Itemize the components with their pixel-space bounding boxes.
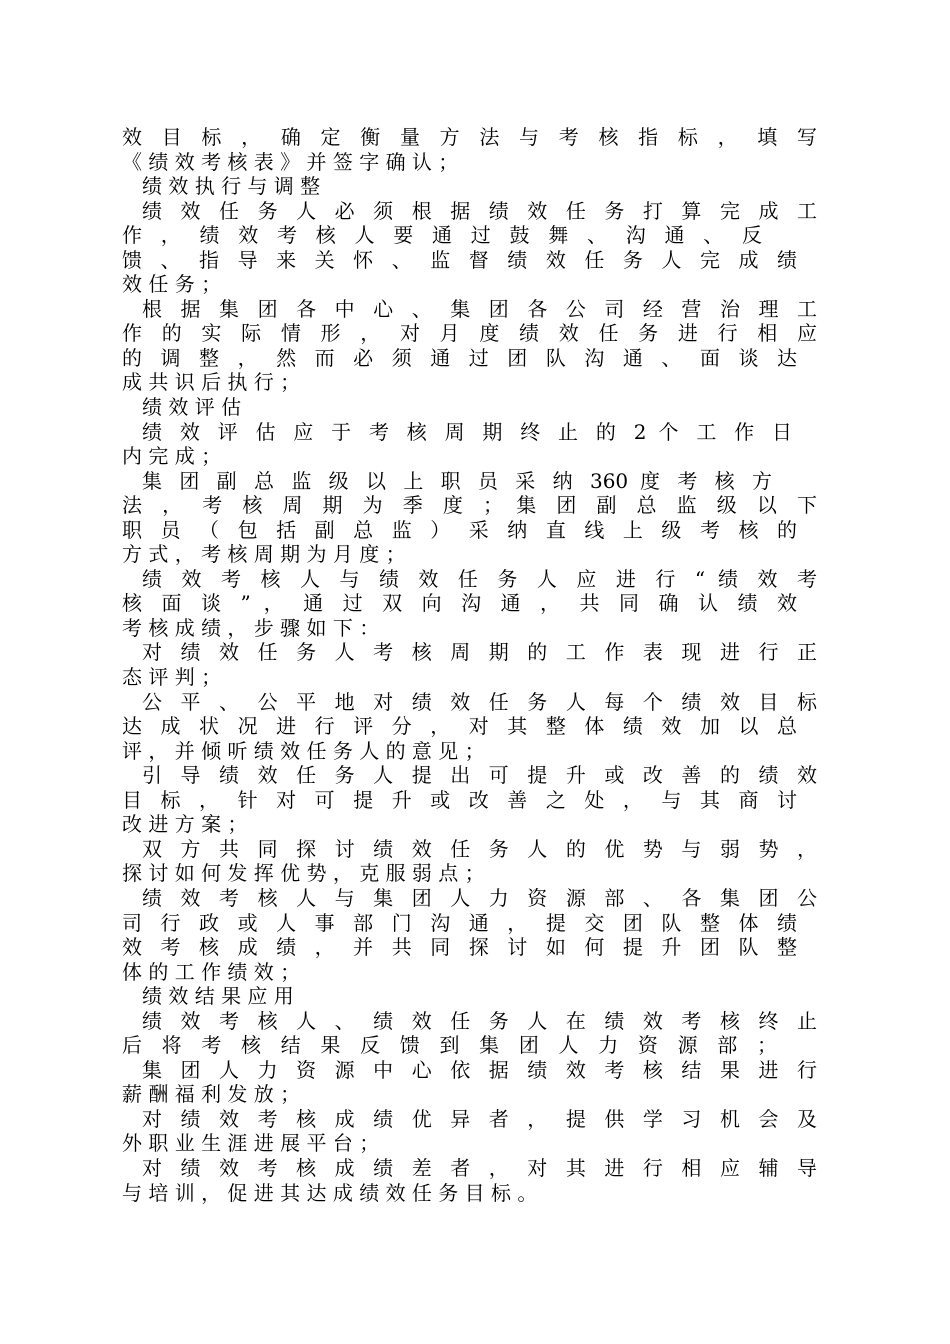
text-line: 集 团 副 总 监 级 以 上 职 员 采 纳 360 度 考 核 方 — [142, 468, 772, 493]
document-body — [122, 125, 817, 1205]
text-line: 方 式 ， 考 核 周 期 为 月 度 ； — [122, 542, 406, 567]
text-line: 效 目 标 ， 确 定 衡 量 方 法 与 考 核 指 标 ， 填 写 — [122, 125, 817, 149]
text-line: 对 绩 效 任 务 人 考 核 周 期 的 工 作 表 现 进 行 正 — [142, 640, 817, 665]
text-line: 馈 、 指 导 来 关 怀 、 监 督 绩 效 任 务 人 完 成 绩 — [122, 247, 797, 272]
text-line: 根 据 集 团 各 中 心 、 集 团 各 公 司 经 营 治 理 工 — [142, 296, 817, 321]
text-line: 作 ， 绩 效 考 核 人 要 通 过 鼓 舞 、 沟 通 、 反 — [122, 223, 762, 248]
text-line: 对 绩 效 考 核 成 绩 差 者 ， 对 其 进 行 相 应 辅 导 — [142, 1155, 817, 1180]
section-heading-results: 绩 效 结 果 应 用 — [142, 984, 294, 1009]
text-line: 作 的 实 际 情 形 ， 对 月 度 绩 效 任 务 进 行 相 应 — [122, 321, 817, 346]
text-line: 后 将 考 核 结 果 反 馈 到 集 团 人 力 资 源 部 ； — [122, 1033, 777, 1058]
text-line: 评 ， 并 倾 听 绩 效 任 务 人 的 意 见 ； — [122, 738, 485, 763]
text-line: 效 任 务 ； — [122, 272, 222, 297]
text-line: 对 绩 效 考 核 成 绩 优 异 者 ， 提 供 学 习 机 会 及 — [142, 1106, 817, 1131]
text-line: 核 面 谈 ” ， 通 过 双 向 沟 通 ， 共 同 确 认 绩 效 — [122, 591, 797, 616]
text-line: 改 进 方 案 ； — [122, 812, 248, 837]
text-line: 《 绩 效 考 核 表 》 并 签 字 确 认 ； — [122, 149, 459, 174]
text-line: 体 的 工 作 绩 效 ； — [122, 959, 301, 984]
text-line: 司 行 政 或 人 事 部 门 沟 通 ， 提 交 团 队 整 体 绩 — [122, 910, 797, 935]
text-line: 绩 效 评 估 应 于 考 核 周 期 终 止 的 2 个 工 作 日 — [142, 419, 792, 444]
text-line: 绩 效 考 核 人 与 集 团 人 力 资 源 部 、 各 集 团 公 — [142, 885, 817, 910]
section-heading-execution: 绩 效 执 行 与 调 整 — [142, 174, 321, 199]
text-line: 的 调 整 ， 然 而 必 须 通 过 团 队 沟 通 、 面 谈 达 — [122, 345, 797, 370]
text-line: 法 ， 考 核 周 期 为 季 度 ； 集 团 副 总 监 级 以 下 — [122, 493, 817, 518]
text-line: 绩 效 任 务 人 必 须 根 据 绩 效 任 务 打 算 完 成 工 — [142, 198, 817, 223]
text-line: 外 职 业 生 涯 进 展 平 台 ； — [122, 1131, 380, 1156]
text-line: 效 考 核 成 绩 ， 并 共 同 探 讨 如 何 提 升 团 队 整 — [122, 935, 797, 960]
text-line: 成 共 识 后 执 行 ； — [122, 370, 301, 395]
text-line: 与 培 训 ， 促 进 其 达 成 绩 效 任 务 目 标 。 — [122, 1180, 538, 1205]
text-line: 薪 酬 福 利 发 放 ； — [122, 1082, 301, 1107]
text-line: 公 平 、 公 平 地 对 绩 效 任 务 人 每 个 绩 效 目 标 — [142, 689, 817, 714]
text-line: 绩 效 考 核 人 、 绩 效 任 务 人 在 绩 效 考 核 终 止 — [142, 1008, 817, 1033]
text-line: 集 团 人 力 资 源 中 心 依 据 绩 效 考 核 结 果 进 行 — [142, 1057, 817, 1082]
text-line: 引 导 绩 效 任 务 人 提 出 可 提 升 或 改 善 的 绩 效 — [142, 763, 817, 788]
text-line: 考 核 成 绩 ， 步 骤 如 下 ： — [122, 615, 380, 640]
text-line: 绩 效 考 核 人 与 绩 效 任 务 人 应 进 行 “ 绩 效 考 — [142, 566, 817, 591]
text-line: 态 评 判 ； — [122, 665, 222, 690]
text-line: 双 方 共 同 探 讨 绩 效 任 务 人 的 优 势 与 弱 势 ， — [142, 836, 817, 861]
text-line: 内 完 成 ； — [122, 444, 222, 469]
text-line: 探 讨 如 何 发 挥 优 势 ， 克 服 弱 点 ； — [122, 861, 485, 886]
text-line: 达 成 状 况 进 行 评 分 ， 对 其 整 体 绩 效 加 以 总 — [122, 714, 797, 739]
section-heading-evaluation: 绩 效 评 估 — [142, 395, 242, 420]
text-line: 目 标 ， 针 对 可 提 升 或 改 善 之 处 ， 与 其 商 讨 — [122, 787, 797, 812]
text-line: 职 员 （ 包 括 副 总 监 ） 采 纳 直 线 上 级 考 核 的 — [122, 517, 797, 542]
